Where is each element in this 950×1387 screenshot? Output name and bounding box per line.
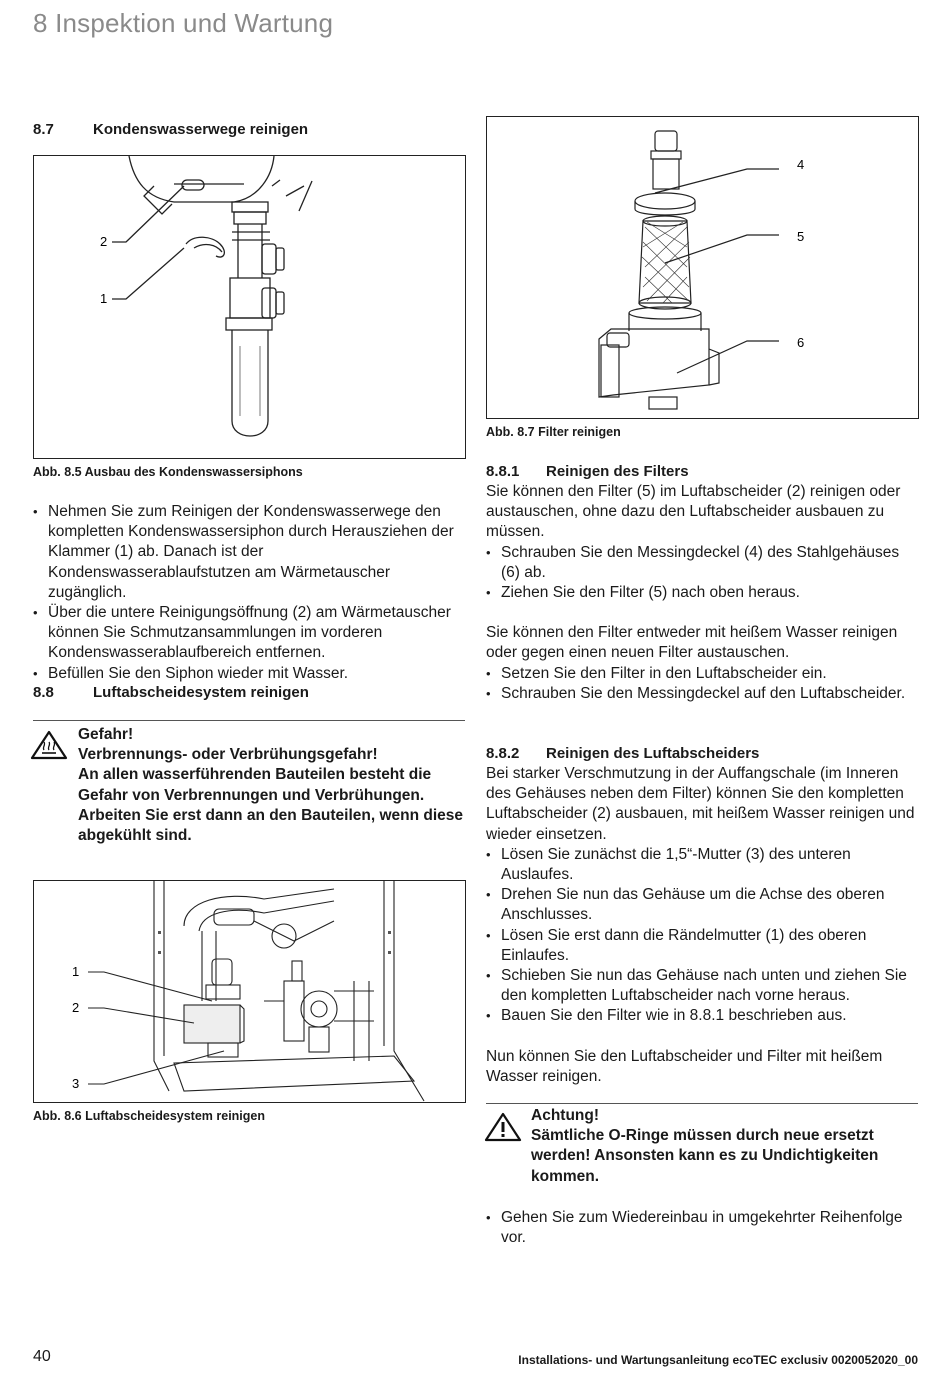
section-number: 8.8: [33, 684, 54, 701]
fig-label-1: 1: [100, 291, 108, 306]
section-number: 8.8.1: [486, 463, 520, 480]
figure-air-separator: [33, 880, 466, 1103]
figure-caption: Abb. 8.5 Ausbau des Kondenswassersiphons: [33, 465, 303, 479]
filter-section-body: [486, 482, 922, 704]
danger-notice: [78, 725, 470, 846]
fig-label-6: 6: [797, 335, 805, 350]
list-item: • Nehmen Sie zum Reinigen der Kondenswasserwege den kompletten Kondenswassersiphon durch Herausziehen der Klammer (1) ab. Danach ist der Kondenswasserablaufstutzen am Wärmetauscher zugänglich.: [33, 502, 469, 603]
caution-warning-icon: [484, 1112, 524, 1142]
fig-label-2: 2: [100, 234, 108, 249]
section-8-8-1-heading: [486, 463, 689, 480]
separator-section-body: [486, 764, 922, 1087]
paragraph: Bei starker Verschmutzung in der Auffangschale (im Inneren des Gehäuses neben dem Filter) können Sie den kompletten Luftabscheider (2) ausbauen, mit heißem Wasser reinigen und wieder einsetzen.: [486, 765, 915, 843]
chapter-heading: 8 Inspektion und Wartung: [33, 8, 334, 38]
list-item: • Gehen Sie zum Wiedereinbau in umgekehrter Reihenfolge vor.: [486, 1208, 922, 1248]
fig-label-2: 2: [72, 1000, 80, 1015]
section-8-7-heading: [33, 121, 308, 138]
section-8-8-heading: [33, 684, 309, 701]
section-number: 8.8.2: [486, 745, 520, 762]
air-separator-illustration: [34, 881, 465, 1102]
figure-caption: Abb. 8.7 Filter reinigen: [486, 425, 621, 439]
paragraph: Sie können den Filter entweder mit heißem Wasser reinigen oder gegen einen neuen Filter austauschen.: [486, 624, 898, 662]
caution-title: Achtung!: [531, 1107, 600, 1124]
reinstall-list: [486, 1208, 922, 1248]
fig-label-4: 4: [797, 157, 805, 172]
section-title: Reinigen des Luftabscheiders: [546, 745, 760, 762]
siphon-illustration: [34, 156, 465, 458]
filter-illustration: [487, 117, 918, 418]
section-number: 8.7: [33, 121, 54, 138]
list-item: • Schrauben Sie den Messingdeckel (4) des Stahlgehäuses (6) ab.: [486, 543, 922, 583]
paragraph: Sie können den Filter (5) im Luftabscheider (2) reinigen oder austauschen, ohne dazu den Luftabscheider ausbauen zu müssen.: [486, 483, 901, 541]
danger-line-1: Verbrennungs- oder Verbrühungsgefahr!: [78, 746, 378, 764]
divider: [486, 1103, 918, 1104]
caution-text: Sämtliche O-Ringe müssen durch neue ersetzt werden! Ansonsten kann es zu Undichtigkeiten kommen.: [531, 1127, 879, 1185]
list-item: • Schieben Sie nun das Gehäuse nach unten und ziehen Sie den kompletten Luftabscheider nach vorne heraus.: [486, 966, 922, 1006]
list-item: • Lösen Sie erst dann die Rändelmutter (1) des oberen Einlaufes.: [486, 926, 922, 966]
danger-line-2: An allen wasserführenden Bauteilen besteht die Gefahr von Verbrennungen und Verbrühungen. Arbeiten Sie erst dann an den Bauteilen, wenn diese abgekühlt sind.: [78, 766, 464, 845]
list-item: • Schrauben Sie den Messingdeckel auf den Luftabscheider.: [486, 684, 922, 704]
divider: [33, 720, 465, 721]
list-item: • Bauen Sie den Filter wie in 8.8.1 beschrieben aus.: [486, 1006, 922, 1026]
danger-title: Gefahr!: [78, 726, 134, 743]
figure-caption: Abb. 8.6 Luftabscheidesystem reinigen: [33, 1109, 266, 1123]
filter-steps-list: [486, 543, 922, 604]
filter-reinstall-list: [486, 664, 922, 704]
figure-siphon: [33, 155, 466, 459]
document-reference: Installations- und Wartungsanleitung ecoTEC exclusiv 0020052020_00: [518, 1353, 918, 1367]
list-item: • Über die untere Reinigungsöffnung (2) am Wärmetauscher können Sie Schmutzansammlungen im vorderen Kondenswasserablaufbereich entfernen.: [33, 603, 469, 664]
list-item: • Befüllen Sie den Siphon wieder mit Wasser.: [33, 664, 469, 684]
page-number: 40: [33, 1348, 51, 1365]
section-8-8-2-heading: [486, 745, 759, 762]
list-item: • Lösen Sie zunächst die 1,5“-Mutter (3) des unteren Auslaufes.: [486, 845, 922, 885]
section-title: Kondenswasserwege reinigen: [93, 121, 309, 138]
fig-label-1: 1: [72, 964, 80, 979]
figure-filter: [486, 116, 919, 419]
section-title: Luftabscheidesystem reinigen: [93, 684, 309, 701]
section-title: Reinigen des Filters: [546, 463, 689, 480]
fig-label-5: 5: [797, 229, 805, 244]
list-item: • Ziehen Sie den Filter (5) nach oben heraus.: [486, 583, 922, 603]
paragraph: Nun können Sie den Luftabscheider und Filter mit heißem Wasser reinigen.: [486, 1047, 883, 1085]
siphon-steps-list: [33, 502, 469, 684]
separator-steps-list: [486, 845, 922, 1027]
hot-surface-warning-icon: [30, 730, 70, 760]
caution-notice: [531, 1106, 923, 1187]
list-item: • Setzen Sie den Filter in den Luftabscheider ein.: [486, 664, 922, 684]
list-item: • Drehen Sie nun das Gehäuse um die Achse des oberen Anschlusses.: [486, 885, 922, 925]
fig-label-3: 3: [72, 1076, 80, 1091]
